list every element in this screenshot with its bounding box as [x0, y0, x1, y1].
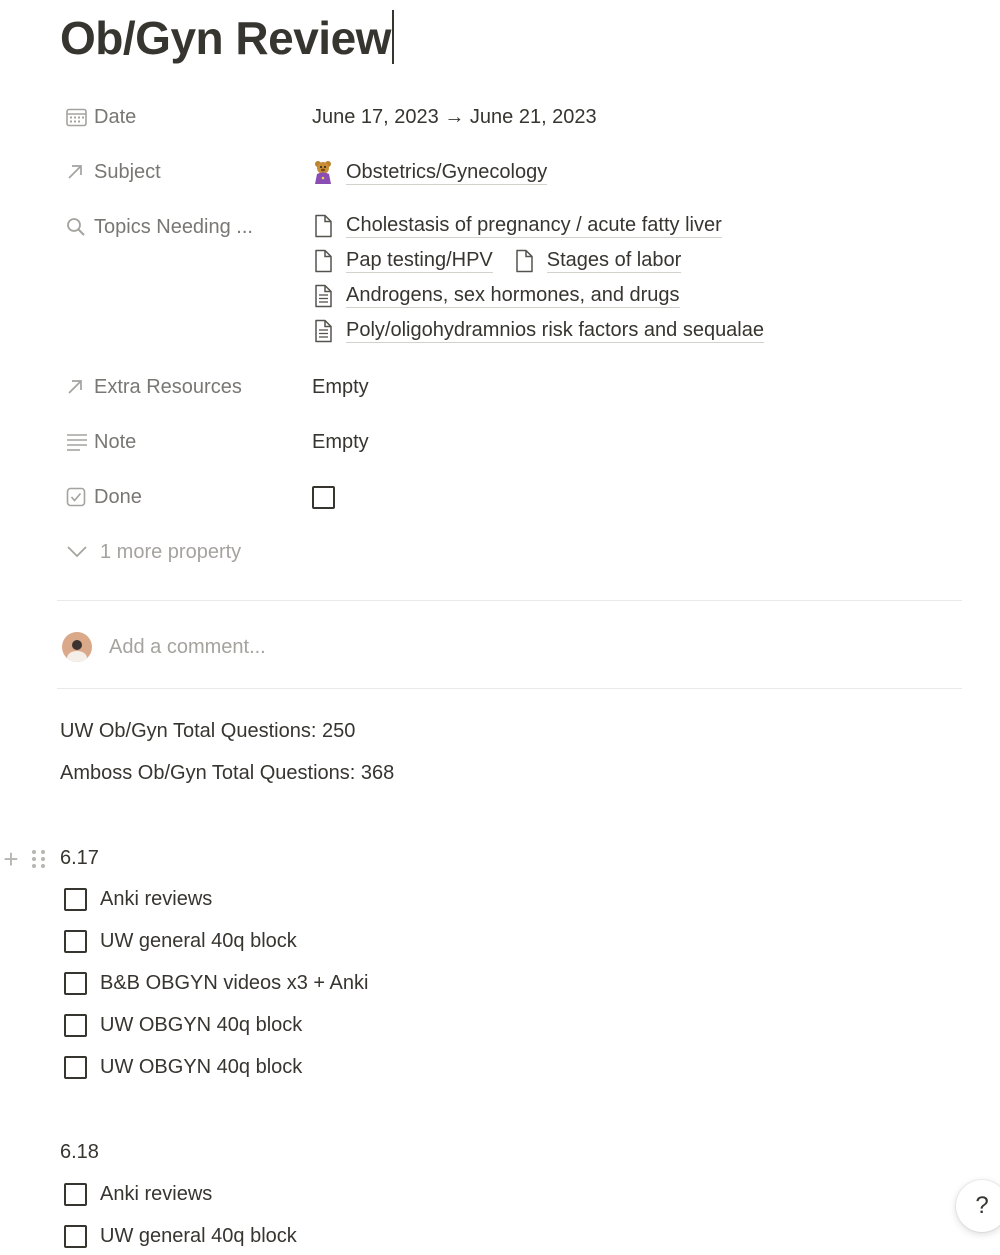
- relation-arrow-icon: [60, 160, 94, 184]
- text-line[interactable]: Amboss Ob/Gyn Total Questions: 368: [60, 762, 395, 784]
- subject-relation[interactable]: [312, 152, 547, 192]
- topic-link-label[interactable]: Androgens, sex hormones, and drugs: [346, 284, 680, 306]
- todo-item[interactable]: [64, 1179, 212, 1209]
- page-text-icon: [312, 319, 346, 343]
- todo-text[interactable]: Anki reviews: [100, 1182, 213, 1205]
- extra-resources-value[interactable]: Empty: [312, 375, 369, 398]
- help-icon: ?: [975, 1192, 989, 1219]
- todo-text[interactable]: Anki reviews: [100, 887, 213, 910]
- text-cursor: [392, 10, 394, 64]
- todo-text[interactable]: UW OBGYN 40q block: [100, 1055, 303, 1078]
- todo-item[interactable]: [64, 1052, 302, 1082]
- comment-input[interactable]: Add a comment...: [109, 635, 266, 658]
- topic-link-label[interactable]: Pap testing/HPV: [346, 249, 493, 271]
- section-heading[interactable]: 6.17: [60, 847, 99, 869]
- calendar-icon: [60, 105, 94, 129]
- avatar: [62, 632, 92, 662]
- page-text-icon: [312, 284, 346, 308]
- help-button[interactable]: [956, 1180, 1000, 1232]
- topic-link-label[interactable]: Stages of labor: [546, 249, 682, 271]
- relation-arrow-icon: [60, 375, 94, 399]
- property-done[interactable]: [60, 477, 960, 517]
- block-handles[interactable]: [0, 846, 46, 872]
- page-icon: [312, 249, 346, 273]
- section-heading[interactable]: 6.18: [60, 1141, 99, 1163]
- property-label-subject[interactable]: [60, 152, 161, 192]
- todo-item[interactable]: [64, 968, 368, 998]
- todo-checkbox[interactable]: [64, 1014, 87, 1037]
- todo-checkbox[interactable]: [64, 930, 87, 953]
- more-properties-text: 1 more property: [100, 540, 242, 563]
- property-label-text: Note: [94, 430, 137, 453]
- divider: [57, 688, 962, 689]
- property-label-done[interactable]: [60, 477, 142, 517]
- checkbox-icon: [60, 485, 94, 509]
- todo-checkbox[interactable]: [64, 1225, 87, 1248]
- todo-text[interactable]: UW general 40q block: [100, 1224, 297, 1247]
- property-label-note[interactable]: [60, 422, 136, 462]
- todo-checkbox[interactable]: [64, 1183, 87, 1206]
- search-icon: [60, 215, 94, 239]
- property-subject[interactable]: [60, 152, 960, 192]
- more-properties-toggle[interactable]: [60, 532, 960, 572]
- done-checkbox-cell[interactable]: [312, 477, 335, 517]
- todo-item[interactable]: [64, 1221, 297, 1251]
- topic-link[interactable]: [312, 318, 764, 343]
- property-label-text: Extra Resources: [94, 375, 242, 398]
- add-block-icon[interactable]: +: [3, 844, 19, 874]
- topic-link-label[interactable]: Cholestasis of pregnancy / acute fatty liver: [346, 214, 722, 236]
- todo-text[interactable]: B&B OBGYN videos x3 + Anki: [100, 971, 369, 994]
- property-note[interactable]: [60, 422, 960, 462]
- done-checkbox[interactable]: [312, 486, 335, 509]
- todo-text[interactable]: UW OBGYN 40q block: [100, 1013, 303, 1036]
- text-lines-icon: [60, 430, 94, 454]
- topic-link[interactable]: [312, 283, 680, 308]
- todo-text[interactable]: UW general 40q block: [100, 929, 297, 952]
- date-value[interactable]: June 17, 2023 → June 21, 2023: [312, 105, 597, 128]
- page-icon: [312, 214, 346, 238]
- property-label-date[interactable]: [60, 97, 136, 137]
- property-extra-resources[interactable]: [60, 367, 960, 407]
- property-label-topics[interactable]: [60, 207, 253, 247]
- topics-relation-list: [312, 208, 784, 348]
- comment-bar[interactable]: [62, 630, 266, 664]
- subject-link[interactable]: Obstetrics/Gynecology: [346, 160, 548, 183]
- text-line[interactable]: UW Ob/Gyn Total Questions: 250: [60, 720, 356, 742]
- note-value[interactable]: Empty: [312, 430, 369, 453]
- topic-link[interactable]: [513, 248, 682, 273]
- property-label-text: Topics Needing ...: [94, 215, 253, 238]
- property-date[interactable]: [60, 97, 960, 137]
- todo-checkbox[interactable]: [64, 972, 87, 995]
- drag-handle-icon[interactable]: [32, 850, 46, 868]
- page-title[interactable]: Ob/Gyn Review: [60, 8, 394, 68]
- property-label-text: Date: [94, 105, 137, 128]
- property-label-text: Done: [94, 485, 142, 508]
- more-properties-label[interactable]: [60, 532, 241, 572]
- topic-link[interactable]: [312, 248, 493, 273]
- todo-checkbox[interactable]: [64, 888, 87, 911]
- property-label-extra-resources[interactable]: [60, 367, 242, 407]
- todo-item[interactable]: [64, 884, 212, 914]
- chevron-down-icon: [60, 540, 100, 564]
- todo-item[interactable]: [64, 926, 297, 956]
- todo-item[interactable]: [64, 1010, 302, 1040]
- divider: [57, 600, 962, 601]
- teddy-bear-emoji-icon: [312, 159, 346, 185]
- property-label-text: Subject: [94, 160, 161, 183]
- todo-checkbox[interactable]: [64, 1056, 87, 1079]
- page-icon: [513, 249, 547, 273]
- topic-link-label[interactable]: Poly/oligohydramnios risk factors and sequalae: [346, 319, 764, 341]
- topic-link[interactable]: [312, 213, 722, 238]
